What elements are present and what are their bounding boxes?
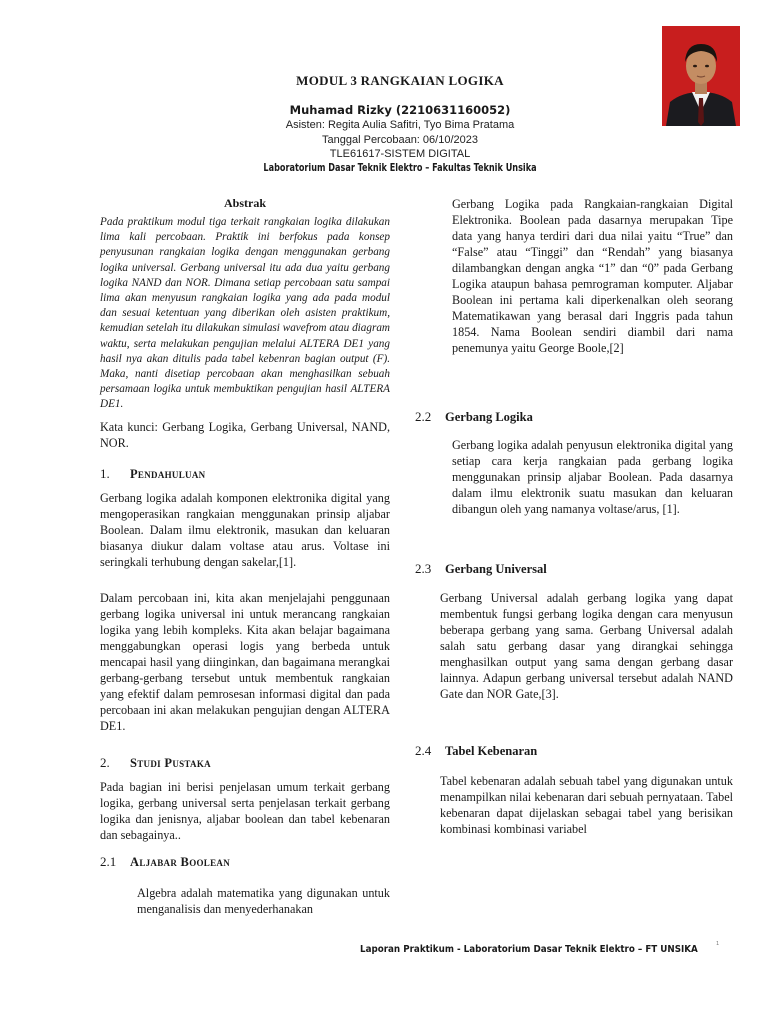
section-2-1-paragraph-start: Algebra adalah matematika yang digunakan untuk menganalisis dan menyederhanakan xyxy=(137,886,390,916)
section-number: 2.2 xyxy=(415,409,432,424)
section-title: Studi Pustaka xyxy=(130,756,211,770)
section-2-heading xyxy=(100,755,211,771)
abstract-heading: Abstrak xyxy=(223,196,266,210)
section-number: 2. xyxy=(100,755,110,770)
section-number: 2.3 xyxy=(415,561,432,576)
assistants-line: Asisten: Regita Aulia Safitri, Tyo Bima Pratama xyxy=(285,119,515,131)
author-line: Muhamad Rizky (2210631160052) xyxy=(289,103,511,117)
section-2-4-heading xyxy=(415,743,537,759)
keywords: Kata kunci: Gerbang Logika, Gerbang Universal, NAND, NOR. xyxy=(100,420,390,450)
page-number: 1 xyxy=(716,941,720,947)
section-number: 2.1 xyxy=(100,854,117,869)
section-title: Gerbang Logika xyxy=(445,410,533,424)
section-2-4-paragraph: Tabel kebenaran adalah sebuah tabel yang digunakan untuk menampilkan nilai kebenaran dari sebuah pernyataan. Tabel kebenaran dapat dijelaskan sebagai tabel yang berisikan kombinasi kombinasi variabel xyxy=(440,774,733,836)
course-line: TLE61617-SISTEM DIGITAL xyxy=(329,148,471,160)
section-number: 1. xyxy=(100,466,110,481)
section-number: 2.4 xyxy=(415,743,432,758)
section-1-heading xyxy=(100,466,205,482)
page-footer: Laporan Praktikum - Laboratorium Dasar Teknik Elektro – FT UNSIKA xyxy=(360,944,698,955)
section-2-1-heading xyxy=(100,854,230,870)
section-2-paragraph: Pada bagian ini berisi penjelasan umum terkait gerbang logika, gerbang universal serta penjelasan terkait gerbang logika dan jenisnya, aljabar boolean dan tabel kebenaran dan sebagainya.. xyxy=(100,780,390,842)
section-2-2-heading xyxy=(415,409,533,425)
section-title: Aljabar Boolean xyxy=(130,855,230,869)
section-title: Tabel Kebenaran xyxy=(445,744,538,758)
section-2-3-heading xyxy=(415,561,547,577)
section-2-2-paragraph: Gerbang logika adalah penyusun elektronika digital yang setiap cara kerja rangkaian pada gerbang logika menggunakan prinsip aljabar Boolean. Pada dasarnya dalam ilmu elektronik suatu masukan dan keluaran dibangun oleh yang namanya voltase/arus, [1]. xyxy=(452,438,733,516)
paper-title: MODUL 3 RANGKAIAN LOGIKA xyxy=(296,73,504,88)
date-line: Tanggal Percobaan: 06/10/2023 xyxy=(322,134,478,146)
lab-line: Laboratorium Dasar Teknik Elektro – Fakultas Teknik Unsika xyxy=(263,162,537,174)
section-2-3-paragraph: Gerbang Universal adalah gerbang logika yang dapat membentuk fungsi gerbang logika dengan cara menyusun beberapa gerbang yang sama. Gerbang Universal adalah salah satu gerbang dasar yang dirangkai sehingga menghasilkan output yang sama dengan gerbang dasar lainnya. Adapun gerbang universal tersebut adalah NAND Gate dan NOR Gate,[3]. xyxy=(440,591,733,701)
section-2-1-paragraph-cont: Gerbang Logika pada Rangkaian-rangkaian Digital Elektronika. Boolean pada dasarnya merupakan Tipe data yang hanya terdiri dari dua nilai yaitu “True” dan “False” atau “Tinggi” dan “Rendah” yang biasanya dilambangkan dengan angka “1” dan “0” pada Gerbang Logika ataupun bahasa pemrograman komputer. Aljabar Boolean ini pertama kali diperkenalkan oleh seorang Matematikawan yang berasal dari Inggris pada tahun 1854. Nama Boolean sendiri diambil dari nama penemunya yaitu George Boole,[2] xyxy=(452,197,733,355)
section-title: Pendahuluan xyxy=(130,467,206,481)
section-title: Gerbang Universal xyxy=(445,562,547,576)
section-1-paragraph-1: Gerbang logika adalah komponen elektronika digital yang mengoperasikan rangkaian menggunakan prinsip aljabar Boolean. Dalam ilmu elektronik, masukan dan keluaran biasanya diukur dalam voltase atau arus. Voltase ini seringkali terhubung dengan sakelar,[1]. xyxy=(100,491,390,569)
section-1-paragraph-2: Dalam percobaan ini, kita akan menjelajahi penggunaan gerbang logika universal ini untuk merancang rangkaian logika yang lebih kompleks. Kita akan belajar bagaimana menggabungkan operasi logis yang berbeda untuk mencapai hasil yang diinginkan, dan bagaimana merangkai gerbang-gerbang tersebut untuk membentuk rangkaian yang efektif dalam pemrosesan informasi digital dan pada percobaan ini akan melakukan pengujian dengan ALTERA DE1. xyxy=(100,591,390,733)
abstract-text: Pada praktikum modul tiga terkait rangkaian logika dilakukan lima kali percobaan. Praktik ini berfokus pada konsep penyusunan rangkaian logika dengan menggunakan gerbang logika universal. Gerbang universal itu ada dua yaitu gerbang logika NAND dan NOR. Dimana setiap percobaan satu sampai lima akan menyusun rangkaian logika yang ada pada modul dan sesuai ketentuan yang diberikan oleh asisten praktikum, kemudian setelah itu dilakukan simulasi wavefrom atau diagram waktu, serta melakukan pengujian melalui ALTERA DE1 yang hasil nya akan ditulis pada tabel kebenran bagian output (F). Maka, nanti disetiap percobaan akan menghasilkan sebuah persamaan logika untuk membuktikan pengujian hasil ALTERA DE1. xyxy=(100,216,390,411)
